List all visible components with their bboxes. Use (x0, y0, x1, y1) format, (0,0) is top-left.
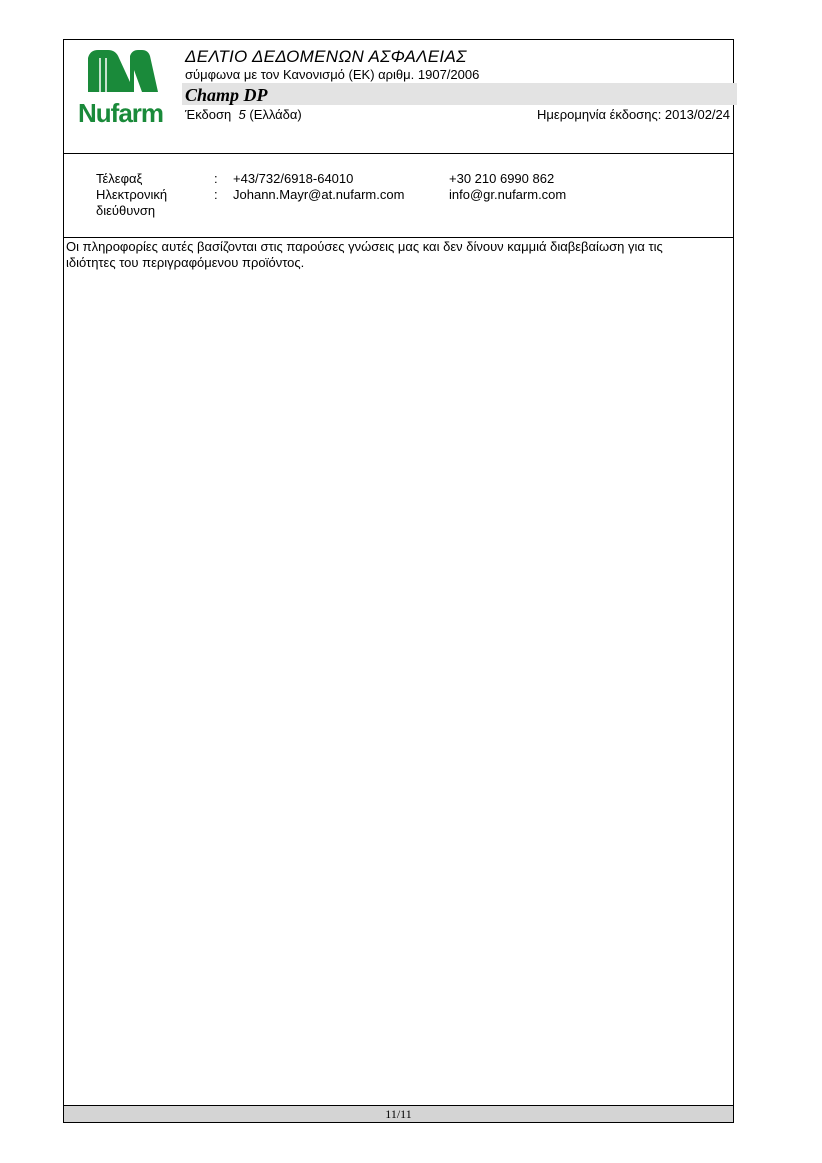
fax-label: Τέλεφαξ (96, 171, 143, 186)
disclaimer-text (66, 239, 726, 271)
fax-value-secondary: +30 210 6990 862 (449, 171, 555, 186)
email-value-secondary[interactable]: info@gr.nufarm.com (449, 187, 567, 202)
email-value-primary[interactable]: Johann.Mayr@at.nufarm.com (233, 187, 405, 202)
edition-info (185, 107, 302, 122)
document-header (64, 40, 733, 154)
email-label-line2: διεύθυνση (96, 203, 156, 218)
contact-section (64, 153, 733, 238)
nufarm-logo (78, 48, 168, 128)
logo-wordmark: Nufarm (78, 98, 164, 128)
page-footer (64, 1105, 733, 1122)
edition-country: (Ελλάδα) (249, 107, 302, 122)
nufarm-logo-icon (86, 48, 160, 94)
fax-separator: : (214, 171, 218, 186)
disclaimer-line-2: ιδιότητες του περιγραφόμενου προϊόντος. (66, 255, 305, 270)
edition-number: 5 (238, 107, 246, 122)
document-title: ΔΕΛΤΙΟ ΔΕΔΟΜΕΝΩΝ ΑΣΦΑΛΕΙΑΣ (185, 47, 467, 66)
email-label-line1: Ηλεκτρονική (96, 187, 168, 202)
document-page (63, 39, 734, 1123)
regulation-subtitle: σύμφωνα με τον Κανονισμό (ΕΚ) αριθμ. 1907/2006 (185, 67, 480, 82)
page-number: 11/11 (385, 1107, 412, 1121)
fax-value-primary: +43/732/6918-64010 (233, 171, 354, 186)
edition-label: Έκδοση (185, 107, 232, 122)
issue-date: Ημερομηνία έκδοσης: 2013/02/24 (537, 107, 730, 122)
email-separator: : (214, 187, 218, 202)
product-name: Champ DP (185, 85, 268, 105)
disclaimer-line-1: Οι πληροφορίες αυτές βασίζονται στις παρούσες γνώσεις μας και δεν δίνουν καμμιά διαβεβαίωση για τις (66, 239, 663, 254)
